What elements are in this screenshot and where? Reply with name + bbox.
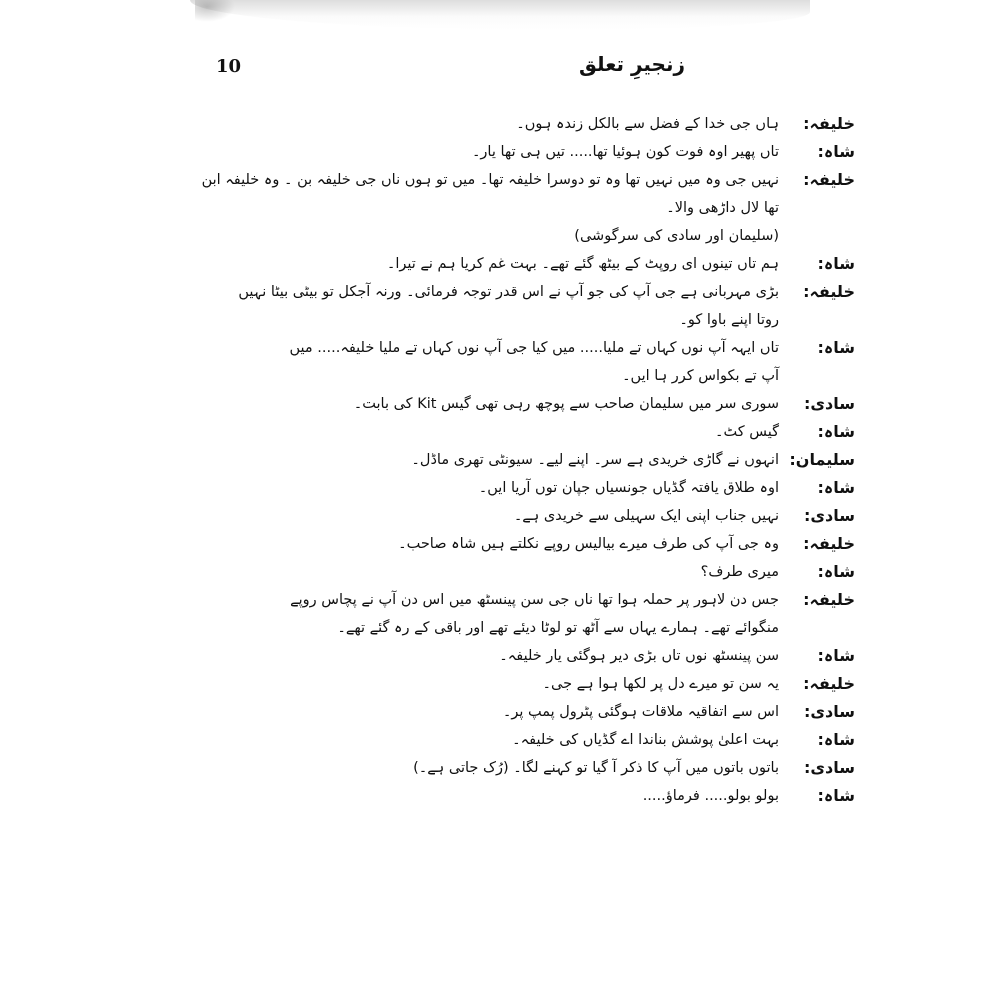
dialogue-text: اوہ طلاق یافتہ گڈیاں جونسیاں جپان توں آریا ایں۔ <box>478 480 779 496</box>
speaker-label: شاہ: <box>817 646 855 665</box>
dialogue-continuation <box>160 614 855 642</box>
script-body <box>160 110 855 810</box>
speaker-label: شاہ: <box>817 422 855 441</box>
dialogue-text: وہ جی آپ کی طرف میرے بیالیس روپے نکلتے ہیں شاہ صاحب۔ <box>398 536 779 552</box>
speaker-label: خلیفہ: <box>803 590 855 609</box>
dialogue-text: اس سے اتفاقیہ ملاقات ہوگئی پٹرول پمپ پر۔ <box>502 704 779 720</box>
speaker-label: خلیفہ: <box>803 114 855 133</box>
dialogue-text: آپ تے بکواس کرر ہا ایں۔ <box>622 368 779 384</box>
speaker-label: خلیفہ: <box>803 282 855 301</box>
dialogue-line <box>160 586 855 614</box>
speaker-label: شاہ: <box>817 254 855 273</box>
scan-smudge <box>195 0 235 22</box>
dialogue-line <box>160 530 855 558</box>
dialogue-text: نہیں جناب اپنی ایک سہیلی سے خریدی ہے۔ <box>513 508 779 524</box>
dialogue-continuation <box>160 362 855 390</box>
dialogue-text: میری طرف؟ <box>700 564 779 580</box>
dialogue-continuation <box>160 306 855 334</box>
speaker-label: خلیفہ: <box>803 534 855 553</box>
dialogue-text: تاں پھیر اوہ فوت کون ہوئیا تھا..... تیں ہی تھا یار۔ <box>471 144 779 160</box>
speaker-label: سلیمان: <box>789 450 855 469</box>
speaker-label: سادی: <box>803 758 855 777</box>
dialogue-line <box>160 670 855 698</box>
dialogue-text: گیس کٹ۔ <box>714 424 779 440</box>
page-number: 10 <box>216 56 242 77</box>
speaker-label: خلیفہ: <box>803 674 855 693</box>
dialogue-text: تاں ایہہ آپ نوں کہاں تے ملیا..... میں کیا جی آپ نوں کہاں تے ملیا خلیفہ..... میں <box>289 340 779 356</box>
speaker-label: سادی: <box>803 702 855 721</box>
dialogue-line <box>160 726 855 754</box>
dialogue-line <box>160 698 855 726</box>
dialogue-text: یہ سن تو میرے دل پر لکھا ہوا ہے جی۔ <box>542 676 779 692</box>
dialogue-line <box>160 166 855 194</box>
dialogue-text: منگوائے تھے۔ ہمارے یہاں سے آٹھ تو لوٹا دیئے تھے اور باقی کے رہ گئے تھے۔ <box>337 620 779 636</box>
dialogue-text: ہم تاں تینوں ای روپٹ کے بیٹھ گئے تھے۔ بہت غم کریا ہم نے تیرا۔ <box>386 256 779 272</box>
speaker-label: شاہ: <box>817 338 855 357</box>
dialogue-continuation <box>160 194 855 222</box>
dialogue-text: نہیں جی وہ میں نہیں تھا وہ تو دوسرا خلیفہ تھا۔ میں تو ہوں ناں جی خلیفہ بن ۔ وہ خلیفہ ابن <box>201 172 779 188</box>
dialogue-text: سوری سر میں سلیمان صاحب سے پوچھ رہی تھی گیس Kit کی بابت۔ <box>353 396 779 412</box>
dialogue-line <box>160 334 855 362</box>
dialogue-line <box>160 278 855 306</box>
page-edge-shadow <box>190 0 810 30</box>
speaker-label: شاہ: <box>817 142 855 161</box>
speaker-label: خلیفہ: <box>803 170 855 189</box>
stage-direction-text: (سلیمان اور سادی کی سرگوشی) <box>574 228 779 244</box>
dialogue-line <box>160 782 855 810</box>
dialogue-text: بولو بولو..... فرماؤ..... <box>642 788 779 804</box>
dialogue-line <box>160 418 855 446</box>
book-title: زنجیرِ تعلق <box>579 52 685 76</box>
dialogue-line <box>160 558 855 586</box>
dialogue-text: روتا اپنے باوا کو۔ <box>679 312 779 328</box>
dialogue-text: سن پینسٹھ نوں تاں بڑی دیر ہوگئی یار خلیفہ۔ <box>499 648 779 664</box>
dialogue-line <box>160 110 855 138</box>
speaker-label: شاہ: <box>817 786 855 805</box>
dialogue-text: جس دن لاہور پر حملہ ہوا تھا ناں جی سن پینسٹھ میں اس دن آپ نے پچاس روپے <box>290 592 779 608</box>
dialogue-line <box>160 138 855 166</box>
dialogue-line <box>160 754 855 782</box>
dialogue-line <box>160 390 855 418</box>
dialogue-text: بہت اعلیٰ پوشش بناندا اے گڈیاں کی خلیفہ۔ <box>512 732 779 748</box>
speaker-label: شاہ: <box>817 562 855 581</box>
dialogue-text: بڑی مہربانی ہے جی آپ کی جو آپ نے اس قدر توجہ فرمائی۔ ورنہ آجکل تو بیٹی بیٹا نہیں <box>238 284 779 300</box>
dialogue-text: انہوں نے گاڑی خریدی ہے سر۔ اپنے لیے۔ سیونٹی تھری ماڈل۔ <box>411 452 779 468</box>
speaker-label: سادی: <box>803 506 855 525</box>
dialogue-line <box>160 474 855 502</box>
dialogue-line <box>160 250 855 278</box>
dialogue-text: ہاں جی خدا کے فضل سے بالکل زندہ ہوں۔ <box>516 116 779 132</box>
dialogue-line <box>160 642 855 670</box>
stage-direction <box>160 222 855 250</box>
dialogue-text: تھا لال داڑھی والا۔ <box>666 200 779 216</box>
speaker-label: شاہ: <box>817 478 855 497</box>
dialogue-text: باتوں باتوں میں آپ کا ذکر آ گیا تو کہنے لگا۔ (رُک جاتی ہے۔) <box>413 760 779 776</box>
dialogue-line <box>160 446 855 474</box>
speaker-label: شاہ: <box>817 730 855 749</box>
speaker-label: سادی: <box>803 394 855 413</box>
dialogue-line <box>160 502 855 530</box>
